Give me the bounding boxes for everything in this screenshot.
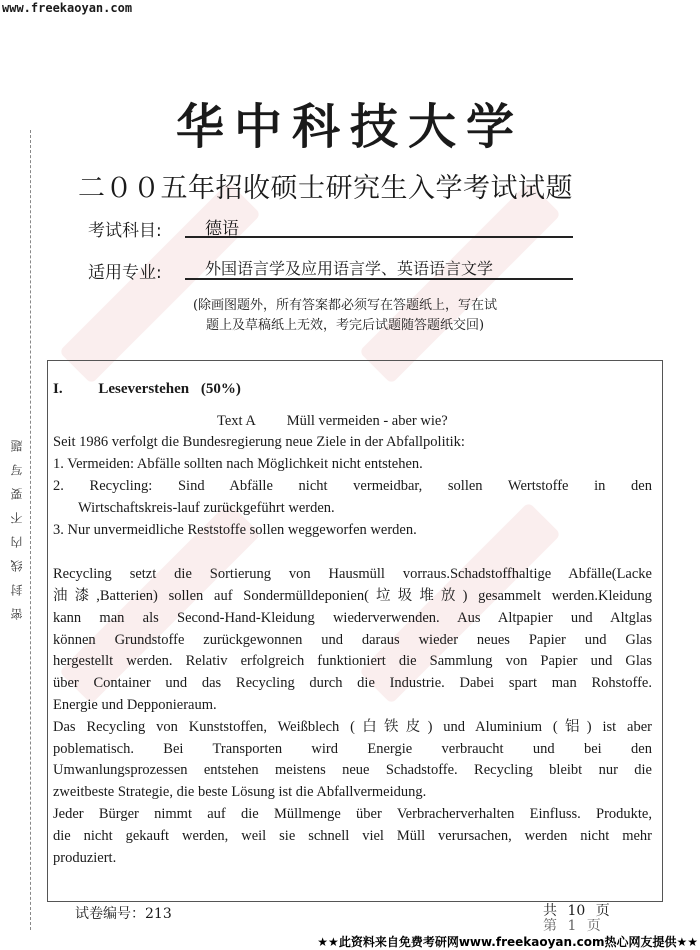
text-line: 油漆,Batterien) sollen auf Sondermülldeponien(垃圾堆放) gesammelt werden.Kleidung bbox=[53, 588, 652, 604]
section-number: I. bbox=[53, 381, 63, 397]
text-line: 2. Recycling: Sind Abfälle nicht vermeidbar, sollen Wertstoffe in den bbox=[53, 478, 652, 494]
text-line: poblematisch. Bei Transporten wird Energie verbraucht und bei den bbox=[53, 741, 652, 757]
text-line: Wirtschaftskreis-lauf zurückgeführt werden. bbox=[78, 500, 335, 516]
text-line: 1. Vermeiden: Abfälle sollten nach Möglichkeit nicht entstehen. bbox=[53, 456, 423, 472]
section-heading bbox=[53, 380, 652, 398]
text-line: Recycling setzt die Sortierung von Hausmüll vorraus.Schadstoffhaltige Abfälle(Lacke bbox=[53, 566, 652, 582]
major-value: 外国语言学及应用语言学、英语语言文学 bbox=[185, 256, 573, 280]
major-label: 适用专业: bbox=[88, 263, 162, 283]
paper-number: 试卷编号：213 bbox=[75, 906, 172, 922]
watermark-shape bbox=[359, 182, 561, 384]
text-line: über Container und das Recycling durch die Industrie. Dabei spart man Rohstoffe. bbox=[53, 675, 652, 691]
seal-line bbox=[30, 130, 31, 930]
section-title: Leseverstehen bbox=[98, 381, 190, 397]
text-line: Das Recycling von Kunststoffen, Weißblech (白铁皮) und Aluminium (铝) ist aber bbox=[53, 719, 652, 735]
text-line: 3. Nur unvermeidliche Reststoffe sollen weggeworfen werden. bbox=[53, 522, 417, 538]
text-a-title: Müll vermeiden - aber wie? bbox=[286, 413, 448, 429]
subject-value: 德语 bbox=[185, 214, 573, 238]
source-banner: ★★此资料来自免费考研网www.freekaoyan.com热心网友提供★★ bbox=[317, 935, 698, 949]
university-name: 华中科技大学 bbox=[175, 99, 524, 155]
text-line: Energie und Depponieraum. bbox=[53, 697, 217, 713]
text-a-heading bbox=[217, 412, 637, 430]
text-line: können Grundstoffe zurückgewonnen und daraus wieder neues Papier und Glas bbox=[53, 632, 652, 648]
total-pages: 共 10 页 bbox=[543, 903, 610, 919]
exam-title: 二００五年招收硕士研究生入学考试试题 bbox=[78, 173, 573, 204]
watermark-shape bbox=[59, 182, 261, 384]
text-line: Jeder Bürger nimmt auf die Müllmenge über Verbracherverhalten Einfluss. Produkte, bbox=[53, 806, 652, 822]
text-line: zweitbeste Strategie, die beste Lösung ist die Abfallvermeidung. bbox=[53, 784, 427, 800]
text-line: Seit 1986 verfolgt die Bundesregierung neue Ziele in der Abfallpolitik: bbox=[53, 434, 465, 450]
section-weight: (50%) bbox=[200, 381, 241, 397]
seal-note: 密封线内不要写题 bbox=[10, 428, 24, 620]
instructions-line-2: 题上及草稿纸上无效，考完后试题随答题纸交回) bbox=[205, 318, 485, 333]
text-line: hergestellt werden. Relativ erfolgreich funktioniert die Sammlung von Papier und Glas bbox=[53, 653, 652, 669]
text-a-label: Text A bbox=[217, 413, 256, 429]
page-number: 第 1 页 bbox=[543, 918, 601, 934]
text-line: die nicht gekauft werden, weil sie schnell viel Müll verursachen, werden nicht mehr bbox=[53, 828, 652, 844]
text-line: produziert. bbox=[53, 850, 117, 866]
subject-label: 考试科目: bbox=[88, 221, 162, 241]
text-line: Umwanlungsprozessen entstehen meistens neue Schadstoffe. Recycling bleibt nur die bbox=[53, 762, 652, 778]
instructions-line-1: (除画图题外，所有答案都必须写在答题纸上，写在试 bbox=[192, 298, 498, 313]
text-line: kann man als Second-Hand-Kleidung wiederverwenden. Aus Altpapier und Altglas bbox=[53, 610, 652, 626]
site-url: www.freekaoyan.com bbox=[2, 1, 133, 15]
